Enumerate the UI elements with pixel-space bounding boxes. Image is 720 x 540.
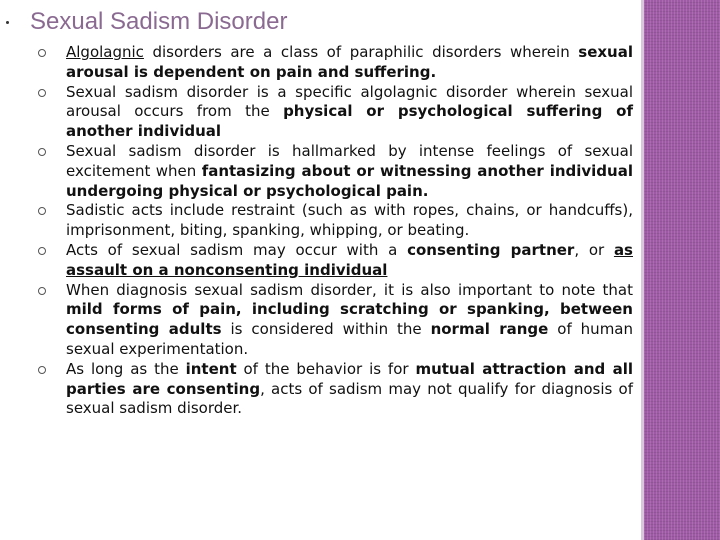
bullet-segment: fantasizing about or witnessing another individual undergoing physical or psychological pain. [66,161,633,200]
hollow-circle-bullet-icon [38,89,46,97]
bullet-segment: intent [185,359,237,378]
hollow-circle-bullet-icon [38,207,46,215]
bullet-text [66,83,633,141]
bullet-segment: physical or psychological suffering of another individual [66,102,633,141]
hollow-circle-bullet-icon [38,287,46,295]
hollow-circle-bullet-icon [38,247,46,255]
bullet-text [66,201,633,239]
bullet-segment: When diagnosis sexual sadism disorder, it is also important to note that [66,280,633,299]
bullet-segment: mutual attraction and all parties are consenting [66,359,633,398]
bullet-segment: , acts of sadism may not qualify for diagnosis of sexual sadism disorder. [66,379,633,418]
bullet-item [38,360,633,419]
slide-title: Sexual Sadism Disorder [30,8,288,35]
bullet-segment: Acts of sexual sadism may occur with a [66,240,408,259]
bullet-item [38,142,633,201]
bullet-segment: is considered within the [221,320,431,339]
bullet-segment: as assault on a nonconsenting individual [66,240,633,279]
bullet-segment: sexual arousal is dependent on pain and suffering. [66,43,633,81]
bullet-segment: normal range [430,320,549,339]
bullet-segment: Algolagnic [66,43,144,61]
bullet-item [38,43,633,83]
hollow-circle-bullet-icon [38,148,46,156]
bullet-item [38,83,633,142]
bullet-text [66,142,633,200]
title-dot-icon [6,21,9,24]
bullet-list [38,43,633,419]
decorative-side-stripe [641,0,720,540]
bullet-segment: As long as the [66,359,186,378]
bullet-segment: Sadistic acts include restraint (such as with ropes, chains, or handcuffs), imprisonment, biting, spanking, whipping, or beating. [66,201,633,240]
bullet-text [66,241,633,279]
bullet-segment: Sexual sadism disorder is a specific algolagnic disorder wherein sexual arousal occurs from the [66,82,633,121]
bullet-item [38,241,633,281]
bullet-segment: , or [574,240,614,259]
bullet-item [38,281,633,360]
bullet-text [66,43,633,81]
hollow-circle-bullet-icon [38,49,46,57]
bullet-segment: of human sexual experimentation. [66,320,634,358]
hollow-circle-bullet-icon [38,366,46,374]
bullet-text [66,281,633,358]
bullet-item [38,201,633,241]
bullet-segment: disorders are a class of paraphilic disorders wherein [143,43,579,61]
bullet-text [66,360,633,418]
bullet-segment: consenting partner [407,240,575,259]
bullet-segment: of the behavior is for [236,359,416,378]
stripe-edge-divider [641,0,644,540]
bullet-segment: mild forms of pain, including scratching or spanking, between consenting adults [66,300,633,339]
bullet-segment: Sexual sadism disorder is hallmarked by intense feelings of sexual excitement when [66,141,633,180]
